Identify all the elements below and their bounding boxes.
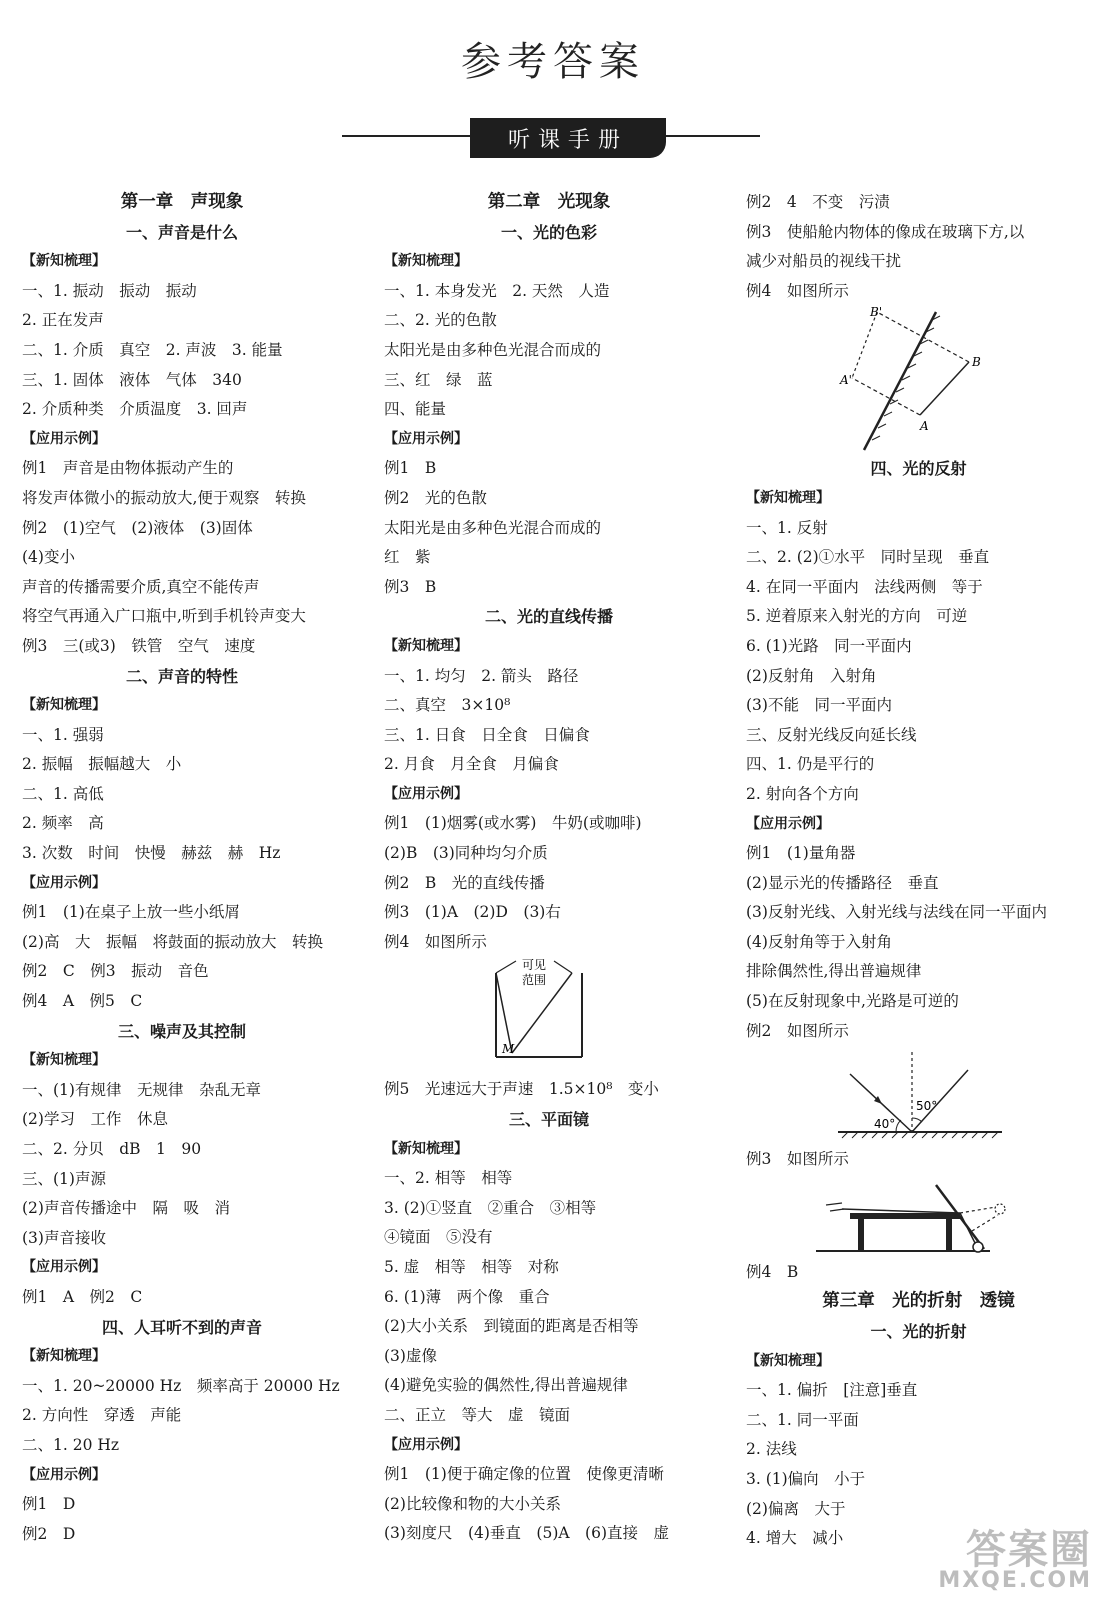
answer-line: 例2 B 光的直线传播: [384, 873, 545, 892]
answer-line: 三、1. 日食 日全食 日偏食: [384, 725, 590, 744]
label-b-prime: B': [870, 306, 883, 320]
answer-line: 例5 光速远大于声速 1.5×10⁸ 变小: [384, 1080, 659, 1099]
answer-line: 4. 在同一平面内 法线两侧 等于: [746, 577, 983, 596]
answer-line: 二、1. 20 Hz: [22, 1435, 120, 1454]
answer-line: (3)声音接收: [22, 1228, 106, 1247]
answer-line: 太阳光是由多种色光混合而成的: [384, 340, 602, 359]
label-point-m: M: [502, 1042, 515, 1057]
section-tag: 【新知梳理】: [22, 697, 106, 714]
answer-line: 四、能量: [384, 400, 447, 419]
answer-line: 太阳光是由多种色光混合而成的: [384, 518, 602, 537]
answer-line: (2)反射角 入射角: [746, 666, 877, 685]
answer-line: (3)刻度尺 (4)垂直 (5)A (6)直接 虚: [384, 1524, 670, 1543]
visible-range-diagram: [384, 957, 714, 1075]
answer-line: 排除偶然性,得出普遍规律: [746, 962, 922, 981]
answer-line: 2. 射向各个方向: [746, 784, 859, 803]
figure-visible-range: [384, 957, 714, 1075]
answer-line: (2)大小关系 到镜面的距离是否相等: [384, 1317, 639, 1336]
section-tag: 【应用示例】: [384, 1436, 468, 1453]
section-tag: 【新知梳理】: [384, 1140, 468, 1157]
watermark: [938, 1527, 1092, 1593]
label-range: 范围: [521, 973, 547, 988]
section-tag: 【新知梳理】: [746, 489, 830, 506]
section-banner: 听课手册: [470, 118, 666, 158]
label-a: A: [920, 419, 929, 434]
answer-line: (2)比较像和物的大小关系: [384, 1494, 561, 1513]
section-tag: 【应用示例】: [22, 1259, 106, 1276]
section-tag: 【新知梳理】: [384, 637, 468, 654]
answer-line: 一、1. 本身发光 2. 天然 人造: [384, 281, 610, 300]
answer-line: 5. 虚 相等 相等 对称: [384, 1258, 559, 1276]
plane-mirror-diagram: [746, 306, 1091, 454]
answer-line: 三、1. 固体 液体 气体 340: [22, 370, 242, 389]
page-title: 参考答案: [461, 39, 645, 85]
watermark-domain: MXQE.COM: [938, 1568, 1092, 1593]
answer-line: (2)B (3)同种均匀介质: [384, 844, 548, 863]
section-heading: 二、声音的特性: [125, 666, 238, 686]
section-tag: 【应用示例】: [746, 815, 830, 832]
answer-line: 例1 (1)烟雾(或水雾) 牛奶(或咖啡): [384, 814, 642, 833]
section-tag: 【应用示例】: [22, 874, 106, 891]
section-heading: 三、平面镜: [508, 1110, 589, 1130]
answer-line: 2. 正在发声: [22, 311, 104, 330]
answer-line: 2. 法线: [746, 1440, 797, 1459]
answer-line: 例1 (1)便于确定像的位置 使像更清晰: [384, 1465, 664, 1484]
figure-reflection: [746, 1046, 1091, 1145]
answer-line: 一、1. 偏折 [注意]垂直: [746, 1381, 918, 1400]
section-heading: 一、光的折射: [870, 1322, 967, 1342]
answer-line: 例2 光的色散: [384, 488, 487, 507]
answer-line: 例4 如图所示: [746, 281, 849, 300]
section-heading: 一、光的色彩: [500, 222, 597, 242]
section-tag: 【应用示例】: [22, 1466, 106, 1483]
answer-line: 一、(1)有规律 无规律 杂乱无章: [22, 1080, 261, 1099]
label-a-prime: A': [840, 373, 852, 388]
label-angle-40: 40°: [874, 1117, 896, 1132]
answer-line: 二、2. 光的色散: [384, 311, 497, 330]
answer-line: 四、1. 仍是平行的: [746, 755, 875, 774]
section-tag: 【应用示例】: [384, 430, 468, 447]
section-tag: 【新知梳理】: [746, 1352, 830, 1369]
answer-line: 声音的传播需要介质,真空不能传声: [22, 577, 260, 596]
answer-line: 例4 如图所示: [384, 932, 487, 951]
answer-line: 例2 D: [22, 1524, 76, 1543]
answer-line: (4)避免实验的偶然性,得出普遍规律: [384, 1376, 628, 1395]
answer-line: 例2 4 不变 污渍: [746, 193, 890, 211]
answer-line: 4. 增大 减小: [746, 1529, 844, 1548]
answer-line: 减少对船员的视线干扰: [746, 252, 902, 271]
answer-line: 例2 C 例3 振动 音色: [22, 962, 209, 981]
answer-line: 例3 如图所示: [746, 1150, 849, 1169]
answer-line: 一、1. 反射: [746, 518, 828, 537]
answer-line: 二、2. (2)①水平 同时呈现 垂直: [746, 548, 990, 567]
chapter-heading: 第三章 光的折射 透镜: [822, 1291, 1015, 1312]
column-3: [746, 188, 1091, 1554]
answer-line: 一、1. 振动 振动 振动: [22, 281, 197, 300]
answer-line: (2)高 大 振幅 将鼓面的振动放大 转换: [22, 932, 323, 951]
label-visible: 可见: [521, 958, 547, 973]
answer-line: 例2 如图所示: [746, 1021, 849, 1040]
figure-plane-mirror: [746, 306, 1091, 454]
section-tag: 【应用示例】: [384, 785, 468, 802]
banner-rule-right: [666, 135, 760, 137]
answer-line: 二、1. 同一平面: [746, 1410, 859, 1429]
answer-line: 二、1. 介质 真空 2. 声波 3. 能量: [22, 340, 283, 359]
answer-line: 一、1. 均匀 2. 箭头 路径: [384, 666, 579, 685]
column-2: [384, 188, 714, 1549]
section-heading: 一、声音是什么: [125, 222, 238, 242]
section-tag: 【新知梳理】: [22, 253, 106, 270]
section-heading: 二、光的直线传播: [484, 607, 613, 627]
answer-line: 红 紫: [384, 548, 431, 567]
answer-line: (2)显示光的传播路径 垂直: [746, 873, 939, 892]
answer-line: (2)声音传播途中 隔 吸 消: [22, 1199, 230, 1218]
answer-line: 例1 B: [384, 459, 437, 478]
answer-line: 例4 A 例5 C: [22, 992, 143, 1011]
answer-line: (4)变小: [22, 548, 75, 567]
answer-line: (5)在反射现象中,光路是可逆的: [746, 992, 959, 1011]
section-heading: 四、光的反射: [870, 459, 967, 479]
answer-line: 例3 (1)A (2)D (3)右: [384, 903, 561, 922]
chapter-heading: 第一章 声现象: [120, 192, 244, 212]
answer-line: 二、真空 3×10⁸: [384, 696, 511, 715]
section-heading: 四、人耳听不到的声音: [101, 1317, 262, 1337]
answer-line: 5. 逆着原来入射光的方向 可逆: [746, 607, 968, 626]
chapter-heading: 第二章 光现象: [487, 192, 611, 212]
answer-line: 将空气再通入广口瓶中,听到手机铃声变大: [22, 607, 306, 626]
section-tag: 【新知梳理】: [22, 1052, 106, 1069]
label-angle-50: 50°: [916, 1099, 938, 1114]
answer-line: (2)偏离 大于: [746, 1499, 846, 1518]
answer-line: 例1 声音是由物体振动产生的: [22, 459, 234, 478]
section-heading: 三、噪声及其控制: [117, 1021, 246, 1041]
answer-line: 将发声体微小的振动放大,便于观察 转换: [22, 488, 306, 507]
reflection-diagram: [746, 1046, 1091, 1145]
answer-line: 例1 (1)在桌子上放一些小纸屑: [22, 903, 240, 922]
answer-line: (3)反射光线、入射光线与法线在同一平面内: [746, 903, 1047, 922]
answer-line: 2. 振幅 振幅越大 小: [22, 755, 182, 774]
section-tag: 【新知梳理】: [384, 253, 468, 270]
answer-line: (3)不能 同一平面内: [746, 696, 892, 715]
answer-line: 例3 使船舱内物体的像成在玻璃下方,以: [746, 222, 1025, 241]
answer-line: 例3 B: [384, 577, 437, 596]
answer-line: ④镜面 ⑤没有: [384, 1228, 493, 1247]
answer-line: 二、2. 分贝 dB 1 90: [22, 1140, 202, 1158]
answer-line: (3)虚像: [384, 1346, 437, 1365]
answer-line: 例2 (1)空气 (2)液体 (3)固体: [22, 518, 253, 537]
watermark-brand: 答案圈: [966, 1527, 1092, 1573]
answer-line: 2. 频率 高: [22, 814, 104, 833]
figure-table-reflection: [746, 1175, 1091, 1258]
answer-line: (4)反射角等于入射角: [746, 932, 892, 951]
answer-line: 二、1. 高低: [22, 784, 104, 803]
answer-line: 例3 三(或3) 铁管 空气 速度: [22, 636, 256, 655]
answer-line: 2. 介质种类 介质温度 3. 回声: [22, 400, 248, 419]
label-b: B: [972, 355, 981, 370]
table-reflection-diagram: [746, 1175, 1091, 1258]
column-1: [22, 188, 342, 1549]
answer-line: 2. 月食 月全食 月偏食: [384, 755, 559, 774]
answer-line: (2)学习 工作 休息: [22, 1110, 168, 1129]
answer-line: 3. (2)①竖直 ②重合 ③相等: [384, 1198, 597, 1217]
answer-line: 2. 方向性 穿透 声能: [22, 1406, 182, 1425]
answer-line: 例1 A 例2 C: [22, 1287, 143, 1306]
answer-line: 例1 (1)量角器: [746, 844, 856, 863]
answer-line: 一、2. 相等 相等: [384, 1169, 513, 1188]
answer-line: 三、反射光线反向延长线: [746, 725, 917, 744]
section-tag: 【新知梳理】: [22, 1348, 106, 1365]
answer-line: 三、(1)声源: [22, 1169, 106, 1188]
answer-line: 3. (1)偏向 小于: [746, 1470, 866, 1488]
answer-line: 例1 D: [22, 1495, 76, 1514]
answer-line: 三、红 绿 蓝: [384, 370, 493, 389]
banner-rule-left: [342, 135, 470, 137]
section-tag: 【应用示例】: [22, 430, 106, 447]
answer-line: 一、1. 20~20000 Hz 频率高于 20000 Hz: [22, 1376, 340, 1395]
answer-line: 二、正立 等大 虚 镜面: [384, 1405, 571, 1424]
answer-line: 6. (1)薄 两个像 重合: [384, 1287, 550, 1306]
answer-line: 6. (1)光路 同一平面内: [746, 636, 912, 655]
answer-line: 一、1. 强弱: [22, 725, 104, 744]
answer-line: 例4 B: [746, 1262, 799, 1281]
answer-line: 3. 次数 时间 快慢 赫兹 赫 Hz: [22, 844, 281, 863]
